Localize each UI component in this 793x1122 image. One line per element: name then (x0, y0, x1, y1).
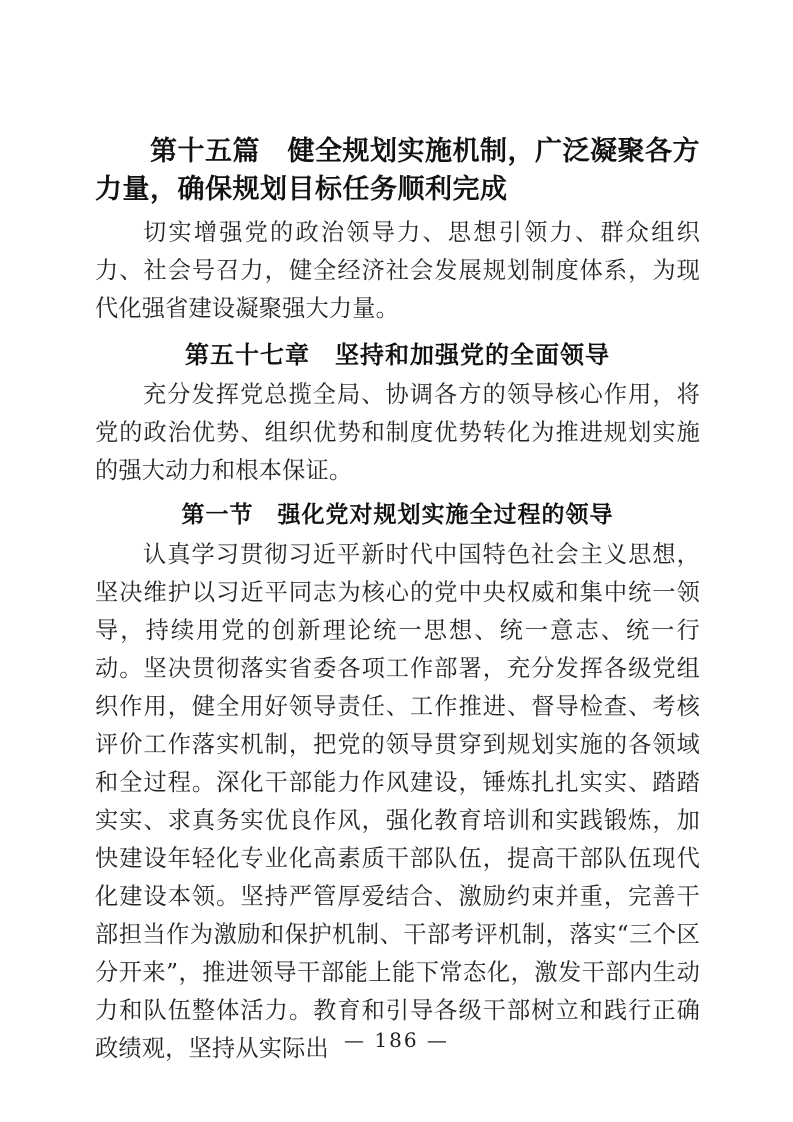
part-title: 第十五篇 健全规划实施机制，广泛凝聚各方力量，确保规划目标任务顺利完成 (95, 136, 700, 204)
chapter-57-heading: 第五十七章 坚持和加强党的全面领导 (185, 340, 610, 369)
chapter-57-lead-paragraph: 充分发挥党总揽全局、协调各方的领导核心作用，将党的政治优势、组织优势和制度优势转化为推进规划实施的强大动力和根本保证。 (95, 381, 700, 484)
intro-paragraph: 切实增强党的政治领导力、思想引领力、群众组织力、社会号召力，健全经济社会发展规划制度体系，为现代化强省建设凝聚强大力量。 (95, 219, 700, 322)
page-number: — 186 — (344, 1028, 449, 1052)
section-1-body-paragraph: 认真学习贯彻习近平新时代中国特色社会主义思想，坚决维护以习近平同志为核心的党中央权威和集中统一领导，持续用党的创新理论统一思想、统一意志、统一行动。坚决贯彻落实省委各项工作部署，充分发挥各级党组织作用，健全用好领导责任、工作推进、督导检查、考核评价工作落实机制，把党的领导贯穿到规划实施的各领域和全过程。深化干部能力作风建设，锤炼扎扎实实、踏踏实实、求真务实优良作风，强化教育培训和实践锻炼，加快建设年轻化专业化高素质干部队伍，提高干部队伍现代化建设本领。坚持严管厚爱结合、激励约束并重，完善干部担当作为激励和保护机制、干部考评机制，落实“三个区分开来”，推进领导干部能上能下常态化，激发干部内生动力和队伍整体活力。教育和引导各级干部树立和践行正确政绩观，坚持从实际出 (95, 541, 700, 1062)
page-content (95, 132, 700, 1068)
section-1-heading: 第一节 强化党对规划实施全过程的领导 (181, 501, 614, 528)
